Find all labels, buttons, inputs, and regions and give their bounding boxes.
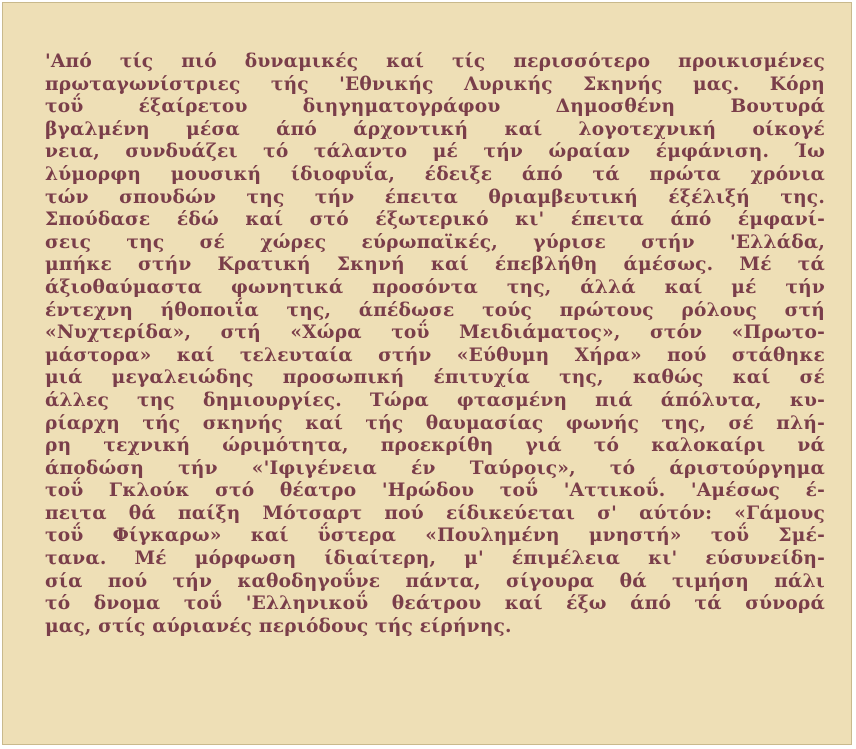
article-line: Σπούδασε έδώ καί στό έξωτερικό κι' έπειτα άπό έμφανί- bbox=[45, 209, 825, 231]
article-line: τοΰ Γκλούκ στό θέατρο 'Ηρώδου τοΰ 'Αττικοΰ. 'Αμέσως έ- bbox=[45, 480, 825, 502]
article-line: μάστορα» καί τελευταία στήν «Εύθυμη Χήρα» πού στάθηκε bbox=[45, 344, 825, 366]
article-line: νεια, συνδυάζει τό τάλαντο μέ τήν ώραίαν έμφάνιση. Ίω bbox=[45, 141, 825, 163]
article-line: πρωταγωνίστριες τής 'Εθνικής Λυρικής Σκηνής μας. Κόρη bbox=[45, 73, 825, 95]
article-line: μπήκε στήν Κρατική Σκηνή καί έπεβλήθη άμέσως. Μέ τά bbox=[45, 254, 825, 276]
article-line: σεις της σέ χώρες εύρωπαϊκές, γύρισε στήν 'Ελλάδα, bbox=[45, 231, 825, 253]
article-line: λύμορφη μουσική ίδιοφυΐα, έδειξε άπό τά πρώτα χρόνια bbox=[45, 163, 825, 185]
article-line: άλλες της δημιουργίες. Τώρα φτασμένη πιά άπόλυτα, κυ- bbox=[45, 389, 825, 411]
article-line: ρη τεχνική ώριμότητα, προεκρίθη γιά τό καλοκαίρι νά bbox=[45, 435, 825, 457]
article-line: τοΰ Φίγκαρω» καί ΰστερα «Πουλημένη μνηστή» τοΰ Σμέ- bbox=[45, 525, 825, 547]
article-line: μας, στίς αύριανές περιόδους τής είρήνης. bbox=[45, 615, 512, 637]
newspaper-clipping bbox=[2, 2, 852, 745]
article-line: τοΰ έξαίρετου διηγηματογράφου Δημοσθένη Βουτυρά bbox=[45, 96, 825, 118]
article-line: μιά μεγαλειώδης προσωπική έπιτυχία της, καθώς καί σέ bbox=[45, 367, 825, 389]
article-text bbox=[45, 51, 825, 638]
article-line: τανα. Μέ μόρφωση ίδιαίτερη, μ' έπιμέλεια κι' εύσυνείδη- bbox=[45, 548, 825, 570]
article-line: «Νυχτερίδα», στή «Χώρα τοΰ Μειδιάματος», στόν «Πρωτο- bbox=[45, 322, 825, 344]
article-line: βγαλμένη μέσα άπό άρχοντική καί λογοτεχνική οίκογέ bbox=[45, 118, 825, 140]
article-line: άποδώση τήν «'Ιφιγένεια έν Ταύροις», τό άριστούργημα bbox=[45, 457, 825, 479]
article-line: τό δνομα τοΰ 'Ελληνικοΰ θεάτρου καί έξω άπό τά σύνορά bbox=[45, 593, 825, 615]
article-line: 'Από τίς πιό δυναμικές καί τίς περισσότερο προικισμένες bbox=[45, 51, 825, 72]
article-line: πειτα θά παίξη Μότσαρτ πού είδικεύεται σ' αύτόν: «Γάμους bbox=[45, 502, 825, 524]
article-line: άξιοθαύμαστα φωνητικά προσόντα της, άλλά καί μέ τήν bbox=[45, 276, 825, 298]
article-line: σία πού τήν καθοδηγοΰνε πάντα, σίγουρα θά τιμήση πάλι bbox=[45, 570, 825, 592]
article-line: τών σπουδών της τήν έπειτα θριαμβευτική έξέλιξή της. bbox=[45, 186, 825, 208]
article-line: έντεχνη ήθοποιΐα της, άπέδωσε τούς πρώτους ρόλους στή bbox=[45, 299, 825, 321]
article-line: ρίαρχη τής σκηνής καί τής θαυμασίας φωνής της, σέ πλή- bbox=[45, 412, 825, 434]
